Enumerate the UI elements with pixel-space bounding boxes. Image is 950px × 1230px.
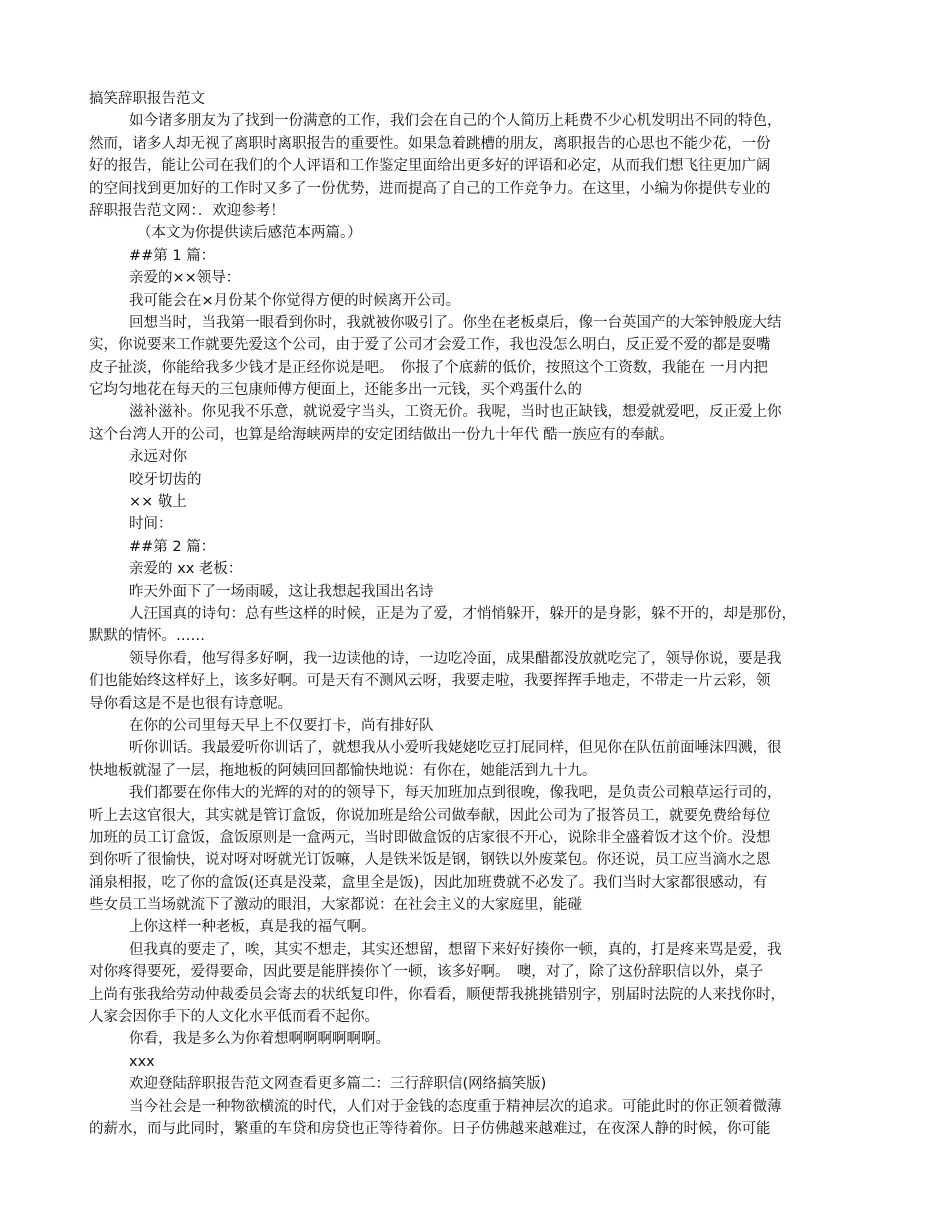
text-line: 到你听了很愉快，说对呀对呀就光订饭嘛，人是铁米饭是钢，钢铁以外废菜包。你还说，员工应当滴水之恩 — [89, 852, 771, 869]
text-line: ##第 1 篇： — [129, 247, 216, 264]
text-line: 我们都要在你伟大的光辉的对的的领导下，每天加班加点到很晚，像我吧，是负责公司粮草运行司的， — [129, 785, 782, 802]
text-line: 上你这样一种老板，真是我的福气啊。 — [129, 919, 376, 936]
text-line: 加班的员工订盒饭，盒饭原则是一盒两元，当时即做盒饭的店家很不开心，说除非全盛着饭才这个价。没想 — [89, 829, 771, 846]
text-line: xxx — [129, 1053, 155, 1070]
document-text — [89, 110, 869, 1140]
text-line: 的薪水，而与此同时，繁重的车贷和房贷也正等待着你。日子仿佛越来越难过，在夜深人静的时候，你可能 — [89, 1120, 771, 1137]
text-line: 时间： — [129, 516, 173, 533]
text-line: 对你疼得要死，爱得要命，因此要是能胖揍你丫一顿，该多好啊。 噢，对了，除了这份辞职信以外，桌子 — [89, 964, 764, 981]
text-line: 导你看这是不是也很有诗意呢。 — [89, 695, 292, 712]
text-line: 人汪国真的诗句：总有些这样的时候，正是为了爱，才悄悄躲开，躲开的是身影，躲不开的，却是那份， — [129, 605, 796, 622]
text-line: 亲爱的 xx 老板： — [129, 561, 243, 578]
text-line: 你看，我是多么为你着想啊啊啊啊啊啊。 — [129, 1031, 390, 1048]
text-line: 如今诸多朋友为了找到一份满意的工作，我们会在自己的个人简历上耗费不少心机发明出不同的特色， — [129, 113, 782, 130]
text-line: 欢迎登陆辞职报告范文网查看更多篇二：三行辞职信(网络搞笑版) — [129, 1076, 547, 1093]
text-line: 滋补滋补。你见我不乐意，就说爱字当头，工资无价。我呢，当时也正缺钱，想爱就爱吧，反正爱上你 — [129, 404, 782, 421]
text-line: 在你的公司里每天早上不仅要打卡，尚有排好队 — [129, 717, 434, 734]
text-line: 当今社会是一种物欲横流的时代，人们对于金钱的态度重于精神层次的追求。可能此时的你正领着微薄 — [129, 1098, 782, 1115]
document-body — [89, 88, 869, 1140]
text-line: 们也能始终这样好上，该多好啊。可是天有不测风云呀，我要走啦，我要挥挥手地走，不带走一片云彩，领 — [89, 673, 771, 690]
text-line: 听你训话。我最爱听你训话了，就想我从小爱听我姥姥吃豆打屁同样，但见你在队伍前面唾沫四溅，很 — [129, 740, 782, 757]
text-line: 但我真的要走了，唉，其实不想走，其实还想留，想留下来好好揍你一顿，真的，打是疼来骂是爱，我 — [129, 941, 782, 958]
text-line: 涌泉相报，吃了你的盒饭(还真是没菜，盒里全是饭)，因此加班费就不必发了。我们当时大家都很感动，有 — [89, 874, 768, 891]
text-line: 上尚有张我给劳动仲裁委员会寄去的状纸复印件，你看看，顺便帮我挑挑错别字，别届时法院的人来找你时， — [89, 986, 785, 1003]
text-line: 些女员工当场就流下了激动的眼泪，大家都说：在社会主义的大家庭里，能碰 — [89, 897, 582, 914]
text-line: 默默的情怀。…… — [89, 628, 205, 645]
text-line: 这个台湾人开的公司，也算是给海峡两岸的安定团结做出一份九十年代 酷一族应有的奉献。 — [89, 426, 674, 443]
text-line: 领导你看，他写得多好啊，我一边读他的诗，一边吃冷面，成果醋都没放就吃完了，领导你说，要是我 — [129, 650, 782, 667]
text-line: ×× 敬上 — [129, 494, 187, 511]
text-line: 回想当时，当我第一眼看到你时，我就被你吸引了。你坐在老板桌后，像一台英国产的大笨钟般庞大结 — [129, 314, 782, 331]
text-line: 实，你说要来工作就要先爱这个公司，由于爱了公司才会爱工作，我也没怎么明白，反正爱不爱的都是耍嘴 — [89, 337, 771, 354]
text-line: 它均匀地花在每天的三包康师傅方便面上，还能多出一元钱，买个鸡蛋什么的 — [89, 382, 582, 399]
text-line: 昨天外面下了一场雨暖，这让我想起我国出名诗 — [129, 583, 434, 600]
text-line: 听上去这官很大，其实就是管订盒饭，你说加班是给公司做奉献，因此公司为了报答员工，就要免费给每位 — [89, 807, 771, 824]
text-line: 人家会因你手下的人文化水平低而看不起你。 — [89, 1009, 379, 1026]
text-line: 快地板就湿了一层，拖地板的阿姨回回都愉快地说：有你在，她能活到九十九。 — [89, 762, 597, 779]
text-line: 好的报告，能让公司在我们的个人评语和工作鉴定里面给出更多好的评语和必定，从而我们想飞往更加广阔 — [89, 158, 771, 175]
text-line: （本文为你提供读后感范本两篇。） — [137, 225, 362, 242]
text-line: ##第 2 篇： — [129, 538, 216, 555]
text-line: 我可能会在×月份某个你觉得方便的时候离开公司。 — [129, 292, 461, 309]
text-line: 咬牙切齿的 — [129, 471, 202, 488]
text-line: 然而，诸多人却无视了离职时离职报告的重要性。如果急着跳槽的朋友，离职报告的心思也不能少花，一份 — [89, 135, 771, 152]
text-line: 永远对你 — [129, 449, 187, 466]
text-line: 的空间找到更加好的工作时又多了一份优势，进而提高了自己的工作竞争力。在这里，小编为你提供专业的 — [89, 180, 771, 197]
text-line: 辞职报告范文网：．欢迎参考！ — [89, 202, 285, 219]
text-line: 亲爱的××领导： — [129, 270, 241, 287]
document-title: 搞笑辞职报告范文 — [89, 91, 205, 107]
text-line: 皮子扯淡，你能给我多少钱才是正经你说是吧。 你报了个底薪的低价，按照这个工资数，我能在 一月内把 — [89, 359, 768, 376]
